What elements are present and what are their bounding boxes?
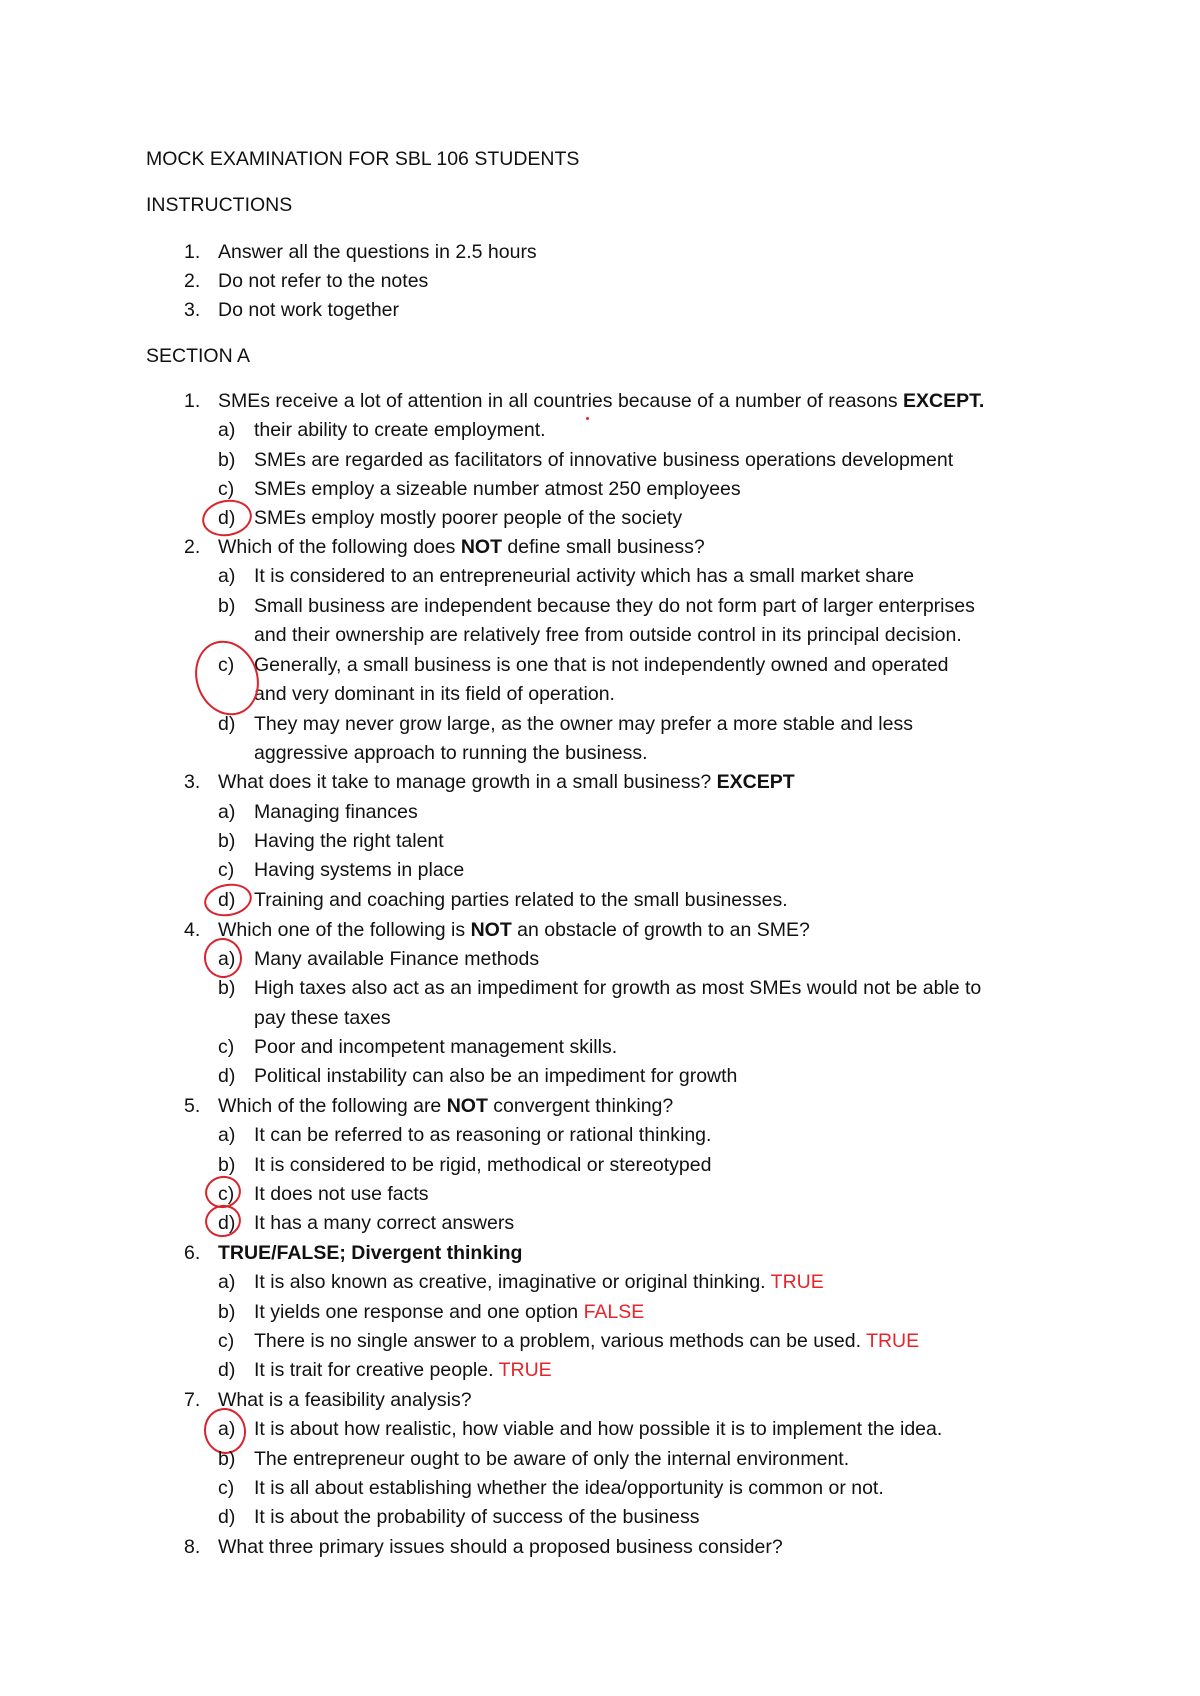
instruction-number: 2. <box>184 270 201 292</box>
option-letter: a) <box>218 1271 236 1293</box>
option-letter: b) <box>218 1154 236 1176</box>
option-text: It is considered to be rigid, methodical or stereotyped <box>254 1154 712 1176</box>
option-letter: d) <box>218 1212 236 1234</box>
question-number: 3. <box>184 771 201 793</box>
option-letter: d) <box>218 889 236 911</box>
answer-label: TRUE <box>770 1271 824 1293</box>
question-text: Which of the following are NOT convergent thinking? <box>218 1095 674 1117</box>
option-text: SMEs employ a sizeable number atmost 250 employees <box>254 478 741 500</box>
option-letter: b) <box>218 449 236 471</box>
red-pen-mark <box>586 417 589 420</box>
option-letter: b) <box>218 595 236 617</box>
option-letter: d) <box>218 713 236 735</box>
option-letter: b) <box>218 1448 236 1470</box>
question-text: TRUE/FALSE; Divergent thinking <box>218 1242 523 1264</box>
option-letter: c) <box>218 654 235 676</box>
option-letter: b) <box>218 1301 236 1323</box>
question-number: 2. <box>184 536 201 558</box>
option-letter: a) <box>218 801 236 823</box>
option-text: Poor and incompetent management skills. <box>254 1036 618 1058</box>
option-text: SMEs are regarded as facilitators of innovative business operations development <box>254 449 954 471</box>
answer-label: TRUE <box>498 1359 552 1381</box>
option-letter: a) <box>218 565 236 587</box>
option-letter: c) <box>218 1330 235 1352</box>
option-text: It yields one response and one option FALSE <box>254 1301 645 1323</box>
question-number: 4. <box>184 919 201 941</box>
option-text: SMEs employ mostly poorer people of the society <box>254 507 683 529</box>
option-letter: b) <box>218 830 236 852</box>
option-text: It is all about establishing whether the idea/opportunity is common or not. <box>254 1477 884 1499</box>
question-text: What is a feasibility analysis? <box>218 1389 472 1411</box>
instructions-heading: INSTRUCTIONS <box>146 194 293 216</box>
option-text: Managing finances <box>254 801 418 823</box>
option-text: It is about how realistic, how viable and how possible it is to implement the idea. <box>254 1418 943 1440</box>
instruction-number: 3. <box>184 299 201 321</box>
instruction-text: Answer all the questions in 2.5 hours <box>218 241 537 263</box>
option-text: There is no single answer to a problem, various methods can be used. TRUE <box>254 1330 920 1352</box>
option-letter: a) <box>218 1418 236 1440</box>
option-text: Generally, a small business is one that is not independently owned and operated <box>254 654 949 676</box>
question-text: What three primary issues should a proposed business consider? <box>218 1536 783 1558</box>
option-text: Having the right talent <box>254 830 444 852</box>
question-number: 6. <box>184 1242 201 1264</box>
option-text: High taxes also act as an impediment for growth as most SMEs would not be able to <box>254 977 982 999</box>
option-letter: a) <box>218 948 236 970</box>
option-letter: c) <box>218 1036 235 1058</box>
option-text: Training and coaching parties related to the small businesses. <box>254 889 788 911</box>
answer-label: FALSE <box>583 1301 645 1323</box>
option-text: and their ownership are relatively free from outside control in its principal decision. <box>254 624 962 646</box>
option-text: It is considered to an entrepreneurial activity which has a small market share <box>254 565 915 587</box>
option-text: The entrepreneur ought to be aware of only the internal environment. <box>254 1448 850 1470</box>
option-letter: d) <box>218 1065 236 1087</box>
option-letter: d) <box>218 1359 236 1381</box>
section-heading: SECTION A <box>146 345 251 367</box>
option-text: They may never grow large, as the owner may prefer a more stable and less <box>254 713 913 735</box>
option-text: It is about the probability of success of the business <box>254 1506 700 1528</box>
option-text: pay these taxes <box>254 1007 391 1029</box>
option-text: It can be referred to as reasoning or rational thinking. <box>254 1124 712 1146</box>
option-text: aggressive approach to running the business. <box>254 742 648 764</box>
question-number: 7. <box>184 1389 201 1411</box>
option-text: Political instability can also be an impediment for growth <box>254 1065 738 1087</box>
option-text: It is also known as creative, imaginative or original thinking. TRUE <box>254 1271 824 1293</box>
option-text: Small business are independent because they do not form part of larger enterprises <box>254 595 975 617</box>
instruction-number: 1. <box>184 241 201 263</box>
exam-title: MOCK EXAMINATION FOR SBL 106 STUDENTS <box>146 148 580 170</box>
option-letter: a) <box>218 419 236 441</box>
option-letter: c) <box>218 1477 235 1499</box>
question-text: SMEs receive a lot of attention in all countries because of a number of reasons EXCEPT. <box>218 390 985 412</box>
instruction-text: Do not work together <box>218 299 400 321</box>
option-letter: c) <box>218 1183 235 1205</box>
question-number: 5. <box>184 1095 201 1117</box>
question-text: Which of the following does NOT define small business? <box>218 536 705 558</box>
option-letter: d) <box>218 1506 236 1528</box>
option-letter: c) <box>218 859 235 881</box>
option-letter: a) <box>218 1124 236 1146</box>
answer-circle-mark <box>202 1202 243 1240</box>
option-text: It is trait for creative people. TRUE <box>254 1359 552 1381</box>
option-text: It does not use facts <box>254 1183 429 1205</box>
option-letter: d) <box>218 507 236 529</box>
question-number: 8. <box>184 1536 201 1558</box>
instruction-text: Do not refer to the notes <box>218 270 429 292</box>
option-text: Having systems in place <box>254 859 465 881</box>
answer-circle-mark <box>199 496 254 540</box>
option-text: It has a many correct answers <box>254 1212 515 1234</box>
option-letter: c) <box>218 478 235 500</box>
question-number: 1. <box>184 390 201 412</box>
question-text: What does it take to manage growth in a small business? EXCEPT <box>218 771 795 793</box>
option-text: Many available Finance methods <box>254 948 540 970</box>
question-text: Which one of the following is NOT an obstacle of growth to an SME? <box>218 919 810 941</box>
answer-label: TRUE <box>866 1330 920 1352</box>
option-text: their ability to create employment. <box>254 419 546 441</box>
answer-circle-mark <box>202 880 255 920</box>
option-letter: b) <box>218 977 236 999</box>
option-text: and very dominant in its field of operation. <box>254 683 615 705</box>
